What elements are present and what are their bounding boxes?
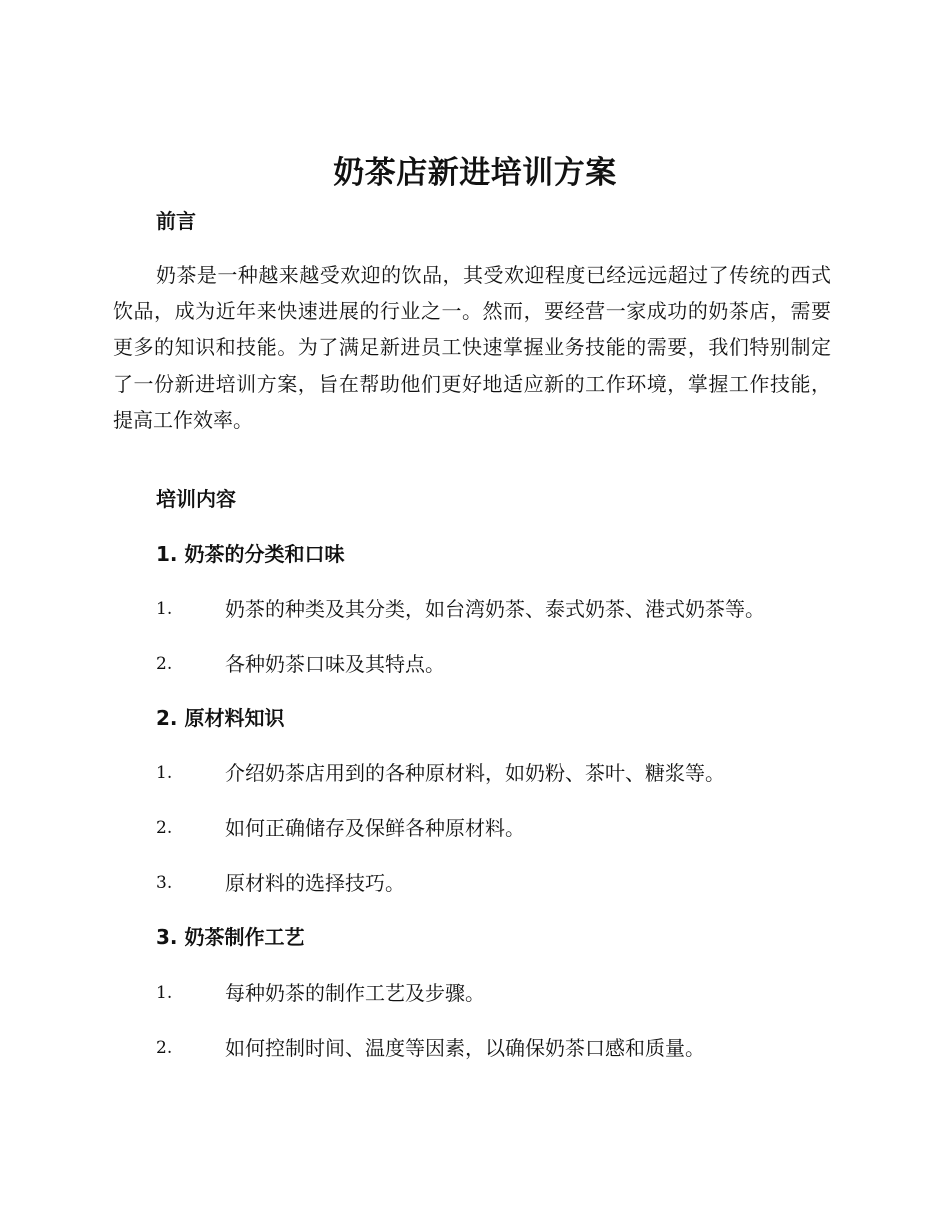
list-item-number: 1. <box>156 763 173 783</box>
list-item-text: 奶茶的种类及其分类，如台湾奶茶、泰式奶茶、港式奶茶等。 <box>225 597 765 621</box>
list-item-text: 如何控制时间、温度等因素，以确保奶茶口感和质量。 <box>225 1036 705 1060</box>
section-heading-raw-materials: 2. 原材料知识 <box>156 706 285 730</box>
list-item-text: 各种奶茶口味及其特点。 <box>225 652 445 676</box>
list-item-text: 每种奶茶的制作工艺及步骤。 <box>225 981 485 1005</box>
list-item-text: 如何正确储存及保鲜各种原材料。 <box>225 816 525 840</box>
list-item-text: 介绍奶茶店用到的各种原材料，如奶粉、茶叶、糖浆等。 <box>225 761 725 785</box>
list-item-number: 2. <box>156 654 173 674</box>
preface-paragraph: 奶茶是一种越来越受欢迎的饮品，其受欢迎程度已经远远超过了传统的西式饮品，成为近年来快速进展的行业之一。然而，要经营一家成功的奶茶店，需要更多的知识和技能。为了满足新进员工快速掌握业务技能的需要，我们特别制定了一份新进培训方案，旨在帮助他们更好地适应新的工作环境，掌握工作技能，提高工作效率。 <box>113 263 831 432</box>
list-item-number: 2. <box>156 818 173 838</box>
list-item-number: 1. <box>156 599 173 619</box>
list-item-number: 3. <box>156 873 173 893</box>
section-heading-tea-types: 1. 奶茶的分类和口味 <box>156 542 345 566</box>
preface-heading: 前言 <box>156 209 196 233</box>
list-item-text: 原材料的选择技巧。 <box>225 871 405 895</box>
list-item-number: 1. <box>156 983 173 1003</box>
list-item-number: 2. <box>156 1038 173 1058</box>
section-heading-process: 3. 奶茶制作工艺 <box>156 925 305 949</box>
document-title: 奶茶店新进培训方案 <box>333 155 617 191</box>
training-content-heading: 培训内容 <box>156 487 236 511</box>
